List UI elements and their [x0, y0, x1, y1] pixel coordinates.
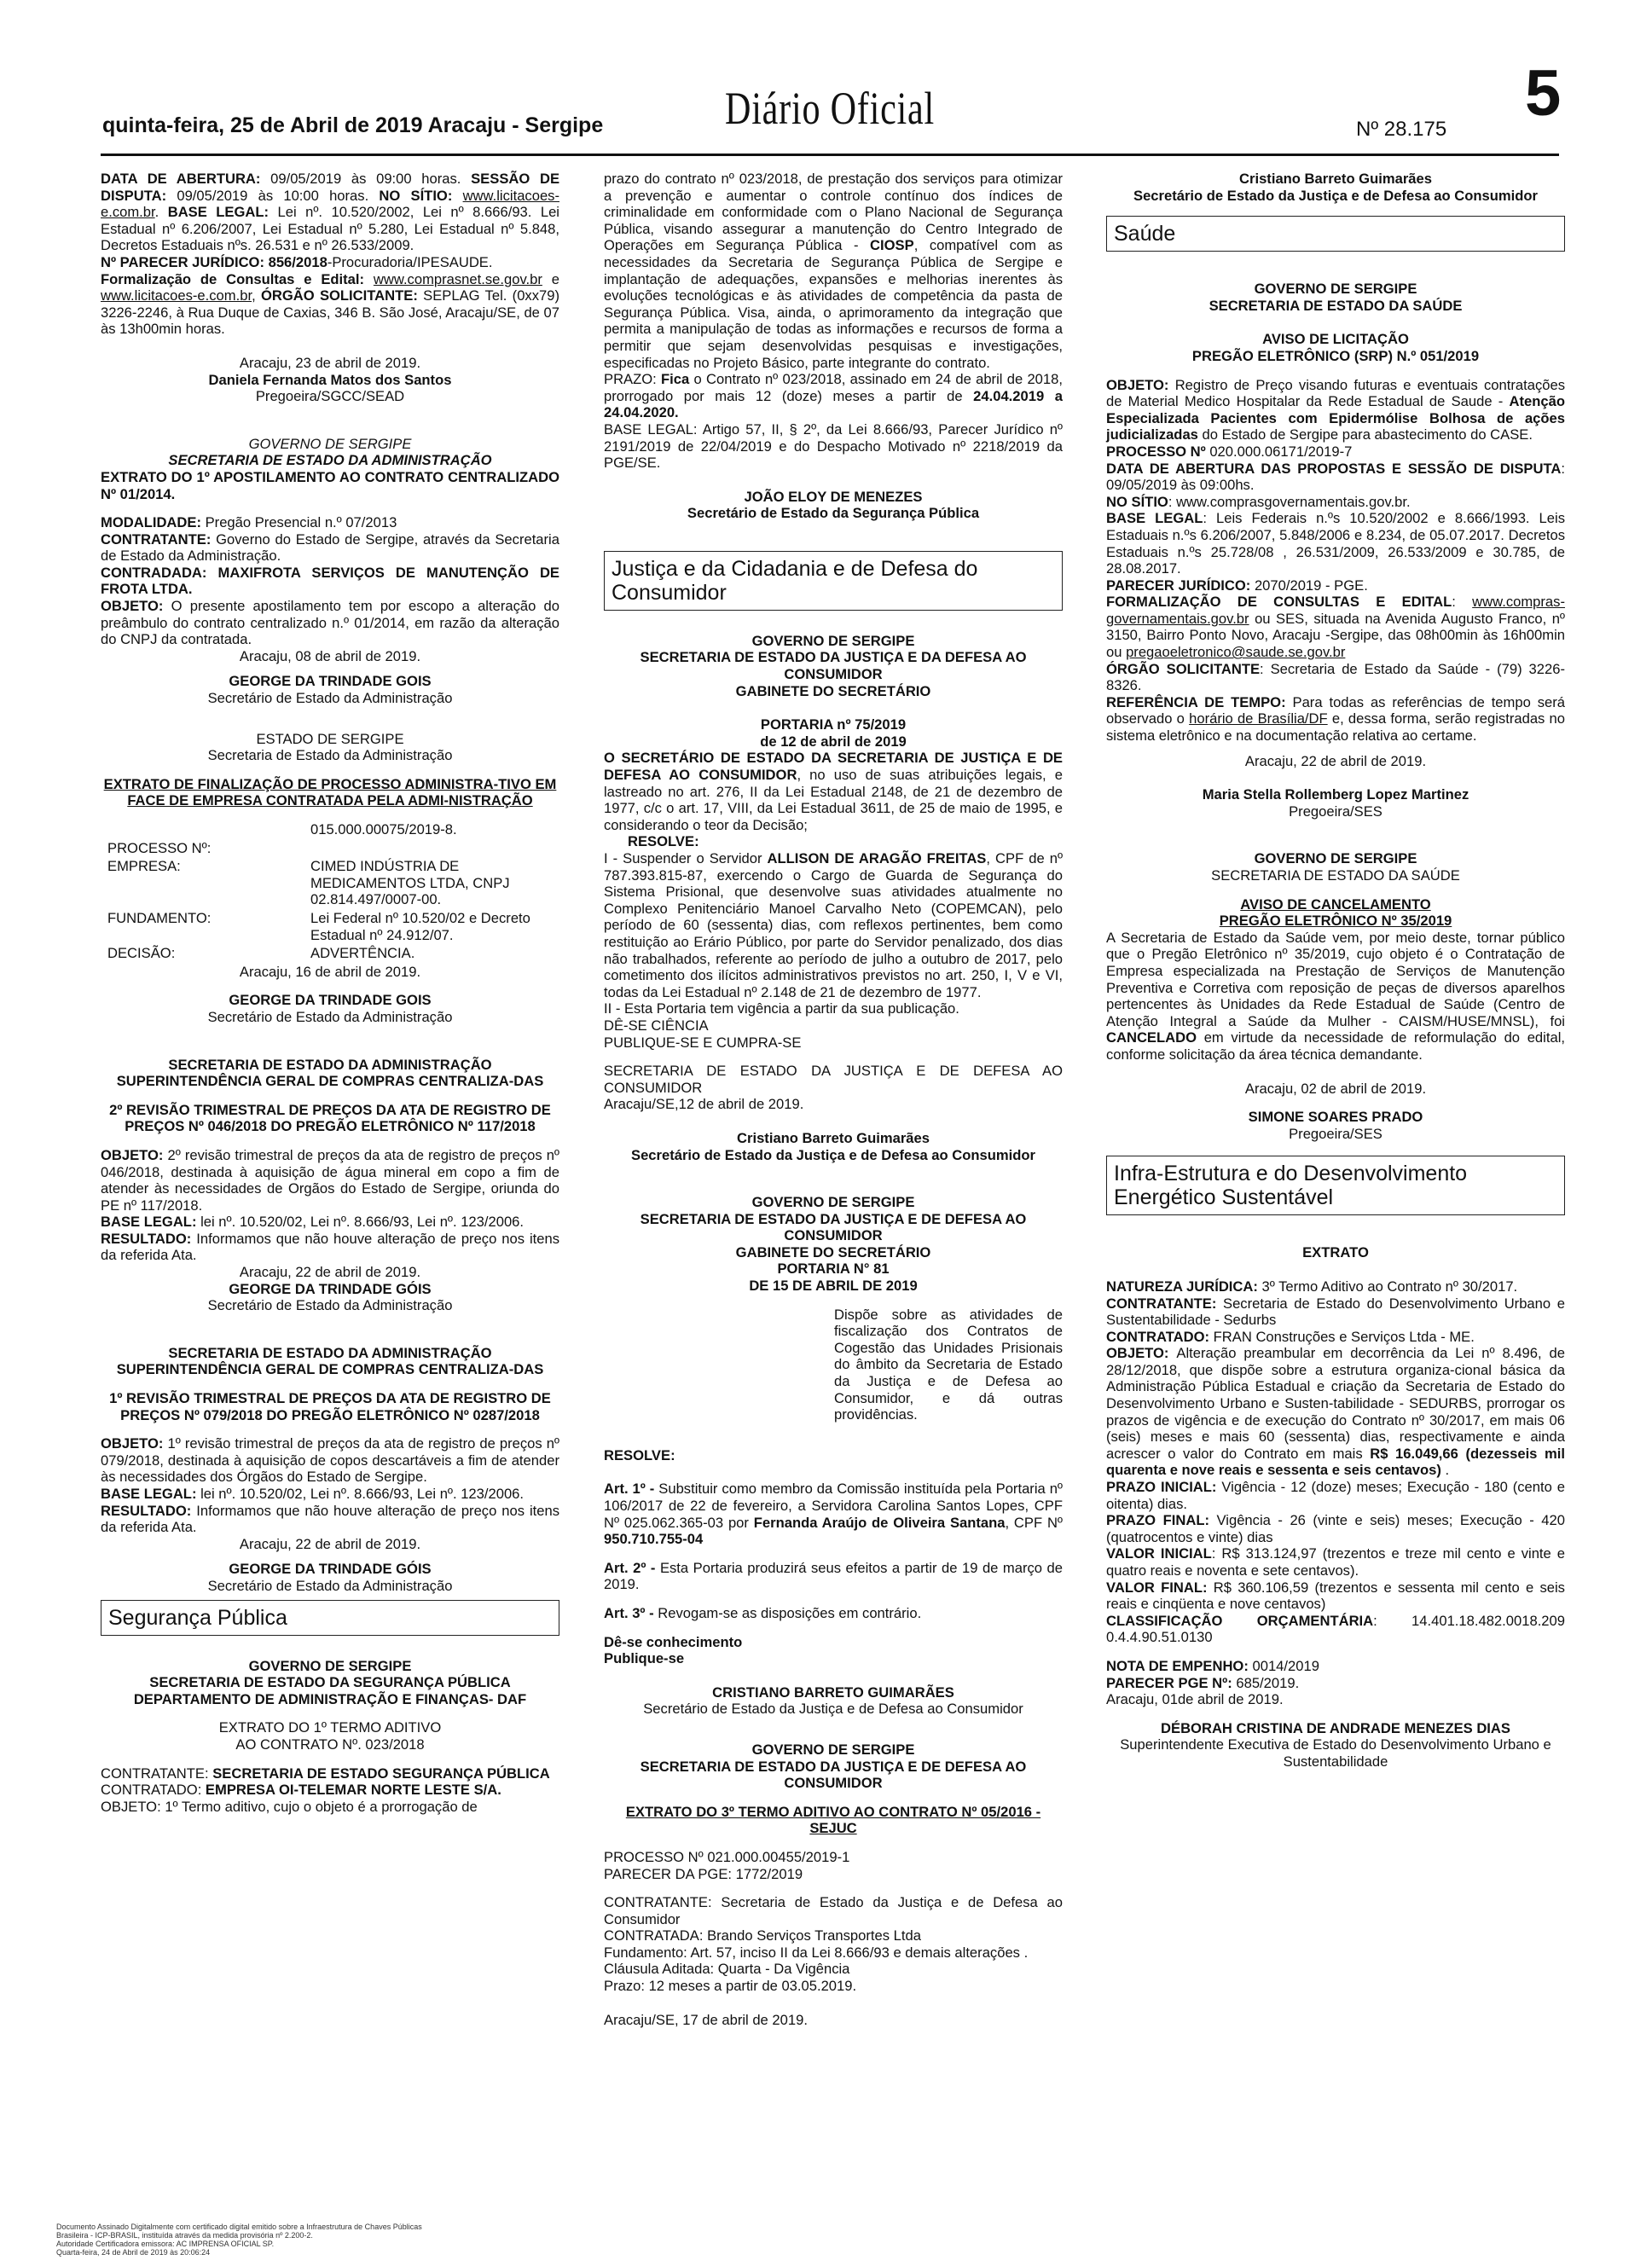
signature-date: Aracaju, 22 de abril de 2019.	[239, 1264, 421, 1281]
section-box-seguranca: Segurança Pública	[101, 1600, 559, 1636]
heading: EXTRATO DO 1º TERMO ADITIVO	[218, 1719, 442, 1736]
heading: EXTRATO DO 1º APOSTILAMENTO AO CONTRATO CENTRALIZADO Nº 01/2014.	[101, 468, 559, 502]
edition-date: quinta-feira, 25 de Abril de 2019 Aracaju - Sergipe	[102, 113, 604, 137]
paragraph: NATUREZA JURÍDICA: 3º Termo Aditivo ao Contrato nº 30/2017.	[1106, 1278, 1518, 1295]
paragraph: FORMALIZAÇÃO DE CONSULTAS E EDITAL: www.compras-governamentais.gov.br ou SES, situada na Avenida Augusto Franco, nº 3150, Bairro Ponto Novo, Aracaju -Sergipe, das 08h00min às 16h00min ou pregaoeletronico@saude.se.gov.br	[1106, 594, 1565, 661]
heading: AVISO DE CANCELAMENTO	[1240, 895, 1431, 913]
heading: SECRETARIA DE ESTADO DA ADMINISTRAÇÃO	[168, 1344, 492, 1361]
paragraph: Aracaju, 01de abril de 2019.	[1106, 1691, 1284, 1708]
paragraph: VALOR INICIAL: R$ 313.124,97 (trezentos e treze mil cento e vinte e quatro reais e noventa e sete centavos).	[1106, 1545, 1566, 1579]
paragraph: PARECER DA PGE: 1772/2019	[604, 1865, 803, 1882]
paragraph: DATA DE ABERTURA: 09/05/2019 às 09:00 horas. SESSÃO DE DISPUTA: 09/05/2019 às 10:00 horas. NO SÍTIO: www.licitacoes-e.com.br. BASE LEGAL: Lei nº. 10.520/2002, Lei nº 8.666/93. Lei Estadual nº 6.206/2007, Lei Estadual nº 5.280, Lei Estadual nº 5.848, Decretos Estaduais nºs. 26.531 e nº 26.533/2009.	[101, 171, 560, 254]
link[interactable]: www.comprasnet.se.gov.br	[373, 270, 542, 287]
heading: AVISO DE LICITAÇÃO	[1262, 331, 1409, 348]
paragraph: CLASSIFICAÇÃO ORÇAMENTÁRIA: 14.401.18.482.0018.209 0.4.4.90.51.0130	[1106, 1612, 1565, 1646]
paragraph: PRAZO: Fica o Contrato nº 023/2018, assinado em 24 de abril de 2018, prorrogado por mais 12 (doze) meses a partir de 24.04.2019 a 24.04.2020.	[604, 371, 1064, 421]
paragraph: Art. 1º - Substituir como membro da Comissão instituída pela Portaria nº 106/2017 de 22 de fevereiro, a Servidora Carolina Santos Lopes, CPF Nº 025.062.365-03 por Fernanda Araújo de Oliveira Santana, CPF Nº 950.710.755-04	[604, 1481, 1063, 1548]
heading: SECRETARIA DE ESTADO DA SAÚDE	[1209, 297, 1463, 314]
signature-role: Superintendente Executiva de Estado do Desenvolvimento Urbano e Sustentabilidade	[1120, 1736, 1551, 1770]
paragraph: PRAZO INICIAL: Vigência - 12 (doze) meses; Execução - 180 (cento e oitenta) dias.	[1106, 1479, 1565, 1512]
paragraph: Fundamento: Art. 57, inciso II da Lei 8.666/93 e demais alterações .	[604, 1944, 1029, 1961]
column-3	[1106, 171, 1565, 1770]
signature-date: Aracaju, 08 de abril de 2019.	[239, 647, 421, 664]
heading: EXTRATO DE FINALIZAÇÃO DE PROCESSO ADMINISTRA-TIVO EM FACE DE EMPRESA CONTRATADA PELA ADMI-NISTRAÇÃO	[103, 775, 557, 809]
email-link[interactable]: pregaoeletronico@saude.se.gov.br	[1126, 644, 1346, 661]
signature-name: GEORGE DA TRINDADE GÓIS	[229, 1561, 432, 1578]
heading: ESTADO DE SERGIPE	[256, 730, 404, 747]
edition-number: Nº 28.175	[1356, 118, 1447, 141]
heading: PREGÃO ELETRÔNICO Nº 35/2019	[1219, 913, 1452, 930]
signature-role: Secretário de Estado da Justiça e de Defesa ao Consumidor	[643, 1701, 1023, 1718]
paragraph: CONTRADADA: MAXIFROTA SERVIÇOS DE MANUTENÇÃO DE FROTA LTDA.	[101, 564, 559, 598]
heading: PREGÃO ELETRÔNICO (SRP) N.º 051/2019	[1191, 347, 1480, 364]
heading: AO CONTRATO Nº. 023/2018	[235, 1736, 425, 1753]
paragraph: RESULTADO: Informamos que não houve alteração de preço nos itens da referida Ata.	[101, 1230, 560, 1264]
paragraph: Dispõe sobre as atividades de fiscalização dos Contratos de Cogestão das Unidades Prisionais do âmbito da Secretaria de Estado da Justiça e de Defesa ao Consumidor, e dá outras providências.	[834, 1306, 1063, 1423]
section-box-infra: Infra-Estrutura e do Desenvolvimento Energético Sustentável	[1106, 1156, 1565, 1215]
paragraph: RESOLVE:	[628, 833, 699, 850]
paragraph: NO SÍTIO: www.comprasgovernamentais.gov.br.	[1106, 493, 1411, 510]
paragraph: RESOLVE:	[604, 1446, 675, 1463]
heading: GOVERNO DE SERGIPE	[751, 1741, 915, 1758]
paragraph: PUBLIQUE-SE E CUMPRA-SE	[604, 1034, 802, 1051]
heading: DE 15 DE ABRIL DE 2019	[749, 1278, 918, 1295]
paragraph: OBJETO: O presente apostilamento tem por escopo a alteração do preâmbulo do contrato centralizado n.º 01/2014, em razão da alteração do CNPJ da contratada.	[101, 598, 559, 648]
paragraph: VALOR FINAL: R$ 360.106,59 (trezentos e sessenta mil cento e seis reais e cinqüenta e nove centavos)	[1106, 1579, 1565, 1613]
signature-date: Aracaju, 02 de abril de 2019.	[1244, 1080, 1427, 1097]
paragraph: BASE LEGAL: lei nº. 10.520/02, Lei nº. 8.666/93, Lei nº. 123/2006.	[101, 1214, 525, 1231]
paragraph: CONTRATANTE: Secretaria de Estado da Justiça e de Defesa ao Consumidor	[604, 1894, 1063, 1927]
link[interactable]: www.compras-governamentais.gov.br	[1106, 594, 1565, 627]
signature-role: Secretário de Estado da Justiça e de Defesa ao Consumidor	[1133, 187, 1538, 204]
heading: DEPARTAMENTO DE ADMINISTRAÇÃO E FINANÇAS- DAF	[133, 1690, 527, 1707]
paragraph: CONTRATANTE: Governo do Estado de Sergipe, através da Secretaria de Estado da Administração.	[101, 530, 559, 565]
paragraph: prazo do contrato nº 023/2018, de prestação dos serviços para otimizar a prevenção e aumentar o controle contínuo dos índices de criminalidade em conformidade com o Plano Nacional de Segurança Pública, visando assegurar a manutenção do Centro Integrado de Operações em Segurança Pública - CIOSP, compatível com as necessidades da Secretaria de Segurança Pública de Sergipe e implantação de adequações, expansões e melhorias inerentes às evoluções tecnológicas e às atividades de competência da pasta de Segurança Pública. Visa, ainda, o aprimoramento da integração que permita a manipulação de todas as informações e recursos de forma a permitir que sejam desenvolvidas pesquisas e investigações, especificadas no Projeto Básico, parte integrante do contrato.	[604, 171, 1063, 371]
signature-role: Secretário de Estado da Administração	[207, 690, 453, 707]
heading: de 12 de abril de 2019	[760, 733, 907, 750]
paragraph: PARECER JURÍDICO: 2070/2019 - PGE.	[1106, 577, 1368, 594]
signature-name: JOÃO ELOY DE MENEZES	[744, 488, 923, 505]
paragraph: CONTRATANTE: Secretaria de Estado do Desenvolvimento Urbano e Sustentabilidade - Sedurbs	[1106, 1295, 1565, 1329]
signature-role: Secretário de Estado da Segurança Pública	[687, 505, 980, 522]
header-rule	[101, 154, 1559, 156]
signature-name: SIMONE SOARES PRADO	[1248, 1109, 1423, 1126]
heading: SECRETARIA DE ESTADO DA ADMINISTRAÇÃO	[168, 452, 492, 469]
signature-role: Secretário de Estado da Administração	[207, 1008, 453, 1025]
heading: EXTRATO	[1302, 1244, 1369, 1261]
paragraph: II - Esta Portaria tem vigência a partir da sua publicação.	[604, 1000, 959, 1017]
heading: SECRETARIA DE ESTADO DA SEGURANÇA PÚBLICA	[149, 1674, 511, 1691]
heading: PORTARIA nº 75/2019	[760, 716, 907, 733]
signature-name: GEORGE DA TRINDADE GOIS	[229, 992, 432, 1009]
signature-name: GEORGE DA TRINDADE GOIS	[229, 673, 432, 690]
paragraph: REFERÊNCIA DE TEMPO: Para todas as referências de tempo será observado o horário de Brasília/DF e, dessa forma, serão registradas no sistema eletrônico e na documentação relativa ao certame.	[1106, 693, 1565, 745]
heading: 1º REVISÃO TRIMESTRAL DE PREÇOS DA ATA DE REGISTRO DE PREÇOS Nº 079/2018 DO PREGÃO ELETRÔNICO Nº 0287/2018	[109, 1390, 551, 1423]
heading: GABINETE DO SECRETÁRIO	[735, 682, 931, 699]
signature-date: Aracaju, 16 de abril de 2019.	[239, 963, 421, 980]
signature-role: Pregoeira/SES	[1289, 803, 1382, 820]
paragraph: PRAZO FINAL: Vigência - 26 (vinte e seis) meses; Execução - 420 (quatrocentos e vinte) dias	[1106, 1512, 1565, 1545]
section-box-saude: Saúde	[1106, 216, 1565, 252]
paragraph: O SECRETÁRIO DE ESTADO DA SECRETARIA DE JUSTIÇA E DE DEFESA AO CONSUMIDOR, no uso de suas atribuições legais, e lastreado no art. 276, II da Lei Estadual 2148, de 21 de dezembro de 1977, c/c o art. 17, VIII, da Lei Estadual 3611, de 25 de maio de 1995, e considerando o teor da Decisão;	[604, 750, 1064, 833]
paragraph: Art. 2º - Esta Portaria produzirá seus efeitos a partir de 19 de março de 2019.	[604, 1559, 1063, 1593]
heading: 2º REVISÃO TRIMESTRAL DE PREÇOS DA ATA DE REGISTRO DE PREÇOS Nº 046/2018 DO PREGÃO ELETRÔNICO Nº 117/2018	[109, 1101, 551, 1135]
signature-date: Aracaju, 22 de abril de 2019.	[239, 1535, 421, 1552]
paragraph: BASE LEGAL: Leis Federais n.ºs 10.520/2002 e 8.666/1993. Leis Estaduais n.ºs 6.206/2007, 5.848/2006 e 8.234, de 05.07.2017. Decretos Estaduais n.ºs 25.728/08 , 26.531/2009, 26.533/2009 e 30.785, de 28.08.2017.	[1106, 510, 1566, 577]
signature-name: Daniela Fernanda Matos dos Santos	[208, 371, 452, 388]
paragraph: OBJETO: Registro de Preço visando futuras e eventuais contratações de Material Medico Hospitalar da Rede Estadual de Saude - Atenção Especializada Pacientes com Epidermólise Bolhosa de ações judicializadas do Estado de Sergipe para abastecimento do CASE.	[1106, 376, 1566, 443]
paragraph: Prazo: 12 meses a partir de 03.05.2019.	[604, 1978, 857, 1995]
link[interactable]: www.licitacoes-e.com.br	[101, 287, 252, 304]
paragraph: CONTRATADO: EMPRESA OI-TELEMAR NORTE LESTE S/A.	[101, 1782, 501, 1799]
heading: GOVERNO DE SERGIPE	[751, 632, 915, 649]
process-table: 015.000.00075/2019-8. PROCESSO Nº: EMPRESA: CIMED INDÚSTRIA DE MEDICAMENTOS LTDA, CNPJ 02.814.497/0007-00. FUNDAMENTO: Lei Federal nº 10.520/02 e Decreto Estadual nº 24.912/07. DECISÃO: ADVERTÊNCIA.	[107, 821, 530, 962]
newspaper-title: Diário Oficial	[725, 83, 936, 134]
paragraph: Publique-se	[604, 1650, 685, 1667]
paragraph: Nº PARECER JURÍDICO: 856/2018-Procuradoria/IPESAUDE.	[101, 253, 493, 270]
paragraph: CONTRATANTE: SECRETARIA DE ESTADO SEGURANÇA PÚBLICA	[101, 1765, 550, 1782]
paragraph: BASE LEGAL: Artigo 57, II, § 2º, da Lei 8.666/93, Parecer Jurídico nº 2191/2019 de 22/04/2019 e do Despacho Motivado nº 2218/2019 da PGE/SE.	[604, 420, 1063, 472]
paragraph: I - Suspender o Servidor ALLISON DE ARAGÃO FREITAS, CPF de nº 787.393.815-87, exercendo o Cargo de Guarda de Segurança do Sistema Prisional, que desenvolve suas atividades atualmente no Complexo Penitenciário Manoel Carvalho Neto (COPEMCAN), pelo período de 60 (sessenta) dias, com reflexos pertinentes, bem como restituição ao Erário Público, por parte do Servidor penalizado, dos dias não trabalhados, referente ao período de julho a outubro de 2017, pelo cometimento dos ilícitos administrativos previstos no art. 250, I, V e VI, todas da Lei Estadual nº 2.148 de 21 de dezembro de 1977.	[604, 850, 1064, 1000]
paragraph: OBJETO: 1º revisão trimestral de preços da ata de registro de preços nº 079/2018, destinada à aquisição de copos descartáveis a fim de atender às necessidades dos Órgãos do Estado de Sergipe.	[101, 1435, 559, 1486]
paragraph: Aracaju/SE,12 de abril de 2019.	[604, 1096, 804, 1113]
paragraph: DATA DE ABERTURA DAS PROPOSTAS E SESSÃO DE DISPUTA: 09/05/2019 às 09:00hs.	[1106, 460, 1565, 494]
page-header	[0, 0, 1652, 162]
paragraph: Aracaju/SE, 17 de abril de 2019.	[604, 2011, 808, 2028]
paragraph: PROCESSO Nº 021.000.00455/2019-1	[604, 1848, 850, 1865]
column-1	[101, 171, 559, 1815]
paragraph: BASE LEGAL: lei nº. 10.520/02, Lei nº. 8.666/93, Lei nº. 123/2006.	[101, 1486, 525, 1502]
heading: GOVERNO DE SERGIPE	[248, 1657, 412, 1674]
paragraph: OBJETO: Alteração preambular em decorrência da Lei nº 8.496, de 28/12/2018, que dispõe sobre a estrutura organiza-cional básica da Administração Pública Estadual e criação da Secretaria de Estado do Desenvolvimento Urbano e Susten-tabilidade - SEDURBS, prorrogar os prazos de vigência e de execução do Contrato nº 30/2017, em mais 06 (seis) meses e mais 60 (sessenta) dias, respectivamente e ainda acrescer o valor do Contrato em mais R$ 16.049,66 (dezesseis mil quarenta e nove reais e sessenta e seis centavos) .	[1106, 1345, 1565, 1479]
section-box-justica: Justiça e da Cidadania e de Defesa do Consumidor	[604, 551, 1063, 611]
paragraph: Formalização de Consultas e Edital: www.comprasnet.se.gov.br e www.licitacoes-e.com.br, ÓRGÃO SOLICITANTE: SEPLAG Tel. (0xx79) 3226-2246, à Rua Duque de Caxias, 346 B. São José, Aracaju/SE, de 07 às 13h00min horas.	[101, 270, 559, 338]
signature-date: Aracaju, 23 de abril de 2019.	[239, 354, 421, 371]
paragraph: ÓRGÃO SOLICITANTE: Secretaria de Estado da Saúde - (79) 3226-8326.	[1106, 660, 1565, 694]
paragraph: OBJETO: 1º Termo aditivo, cujo o objeto é a prorrogação de	[101, 1798, 478, 1815]
paragraph: Dê-se conhecimento	[604, 1633, 743, 1650]
heading: SECRETARIA DE ESTADO DA SAÚDE	[1211, 867, 1460, 884]
heading: GABINETE DO SECRETÁRIO	[735, 1243, 931, 1260]
heading: GOVERNO DE SERGIPE	[248, 435, 412, 452]
link[interactable]: www.licitacoes-e.com.br	[101, 187, 559, 221]
paragraph: A Secretaria de Estado da Saúde vem, por meio deste, tornar público que o Pregão Eletrônico nº 35/2019, cujo objeto é o Contratação de Empresa especializada na Prestação de Serviços de Manutenção Preventiva e Corretiva com reposição de peças de diversos aparelhos pertencentes às Unidades da Rede Estadual de Saúde (Centro de Atenção Integral a Saúde da Mulher - CAISM/HUSE/MNSL), foi CANCELADO em virtude da necessidade de reformulação do edital, conforme solicitação da área técnica demandante.	[1106, 929, 1565, 1063]
paragraph: MODALIDADE: Pregão Presencial n.º 07/2013	[101, 514, 397, 531]
heading: SUPERINTENDÊNCIA GERAL DE COMPRAS CENTRALIZA-DAS	[116, 1073, 544, 1090]
heading: SECRETARIA DE ESTADO DA ADMINISTRAÇÃO	[168, 1056, 492, 1073]
signature-role: Pregoeira/SES	[1289, 1125, 1382, 1142]
signature-name: DÉBORAH CRISTINA DE ANDRADE MENEZES DIAS	[1161, 1719, 1510, 1736]
heading: SUPERINTENDÊNCIA GERAL DE COMPRAS CENTRALIZA-DAS	[116, 1361, 544, 1378]
signature-name: GEORGE DA TRINDADE GÓIS	[229, 1280, 432, 1297]
column-2	[604, 171, 1063, 2028]
heading: GOVERNO DE SERGIPE	[1254, 281, 1417, 298]
signature-name: CRISTIANO BARRETO GUIMARÃES	[712, 1684, 954, 1701]
signature-role: Secretário de Estado da Administração	[207, 1577, 453, 1594]
paragraph: PROCESSO Nº 020.000.06171/2019-7	[1106, 443, 1353, 460]
heading: SECRETARIA DE ESTADO DA JUSTIÇA E DA DEFESA AO CONSUMIDOR	[640, 649, 1027, 683]
heading: GOVERNO DE SERGIPE	[751, 1194, 915, 1211]
digital-signature-footer: Documento Assinado Digitalmente com certificado digital emitido sobre a Infraestrutura de Chaves Públicas Brasileira - ICP-BRASIL, instituída através da medida provisória nº 2.200-2. Autoridade Certificadora emissora: AC IMPRENSA OFICIAL SP. Quarta-feira, 24 de Abril de 2019 às 20:06:24	[56, 2223, 422, 2257]
paragraph: Cláusula Aditada: Quarta - Da Vigência	[604, 1961, 850, 1978]
signature-name: Cristiano Barreto Guimarães	[737, 1129, 930, 1146]
paragraph: DÊ-SE CIÊNCIA	[604, 1017, 709, 1034]
heading: SECRETARIA DE ESTADO DA JUSTIÇA E DE DEFESA AO CONSUMIDOR	[640, 1758, 1027, 1792]
paragraph: SECRETARIA DE ESTADO DA JUSTIÇA E DE DEFESA AO CONSUMIDOR	[604, 1063, 1063, 1096]
signature-role: Secretário de Estado da Justiça e de Defesa ao Consumidor	[631, 1146, 1035, 1163]
paragraph: CONTRATADO: FRAN Construções e Serviços Ltda - ME.	[1106, 1328, 1475, 1345]
paragraph: NOTA DE EMPENHO: 0014/2019	[1106, 1657, 1319, 1674]
paragraph: CONTRATADA: Brando Serviços Transportes Ltda	[604, 1927, 921, 1944]
heading: SECRETARIA DE ESTADO DA JUSTIÇA E DE DEFESA AO CONSUMIDOR	[640, 1210, 1027, 1244]
signature-name: Cristiano Barreto Guimarães	[1239, 171, 1432, 187]
heading: EXTRATO DO 3º TERMO ADITIVO AO CONTRATO Nº 05/2016 -SEJUC	[625, 1803, 1041, 1837]
signature-name: Maria Stella Rollemberg Lopez Martinez	[1202, 786, 1469, 803]
signature-date: Aracaju, 22 de abril de 2019.	[1244, 752, 1427, 769]
page-number: 5	[1525, 57, 1562, 130]
heading: GOVERNO DE SERGIPE	[1254, 850, 1417, 867]
paragraph: PARECER PGE Nº: 685/2019.	[1106, 1674, 1300, 1691]
signature-role: Secretário de Estado da Administração	[207, 1297, 453, 1314]
signature-role: Pregoeira/SGCC/SEAD	[255, 388, 405, 405]
heading: Secretaria de Estado da Administração	[207, 747, 453, 764]
paragraph: OBJETO: 2º revisão trimestral de preços da ata de registro de preços nº 046/2018, destinada à aquisição de água mineral em copo a fim de atender às necessidades de Orgãos do Estado de Sergipe, oriunda do PE nº 117/2018.	[101, 1146, 559, 1214]
heading: PORTARIA N° 81	[777, 1260, 890, 1278]
paragraph: RESULTADO: Informamos que não houve alteração de preço nos itens da referida Ata.	[101, 1502, 560, 1536]
paragraph: Art. 3º - Revogam-se as disposições em contrário.	[604, 1604, 922, 1621]
